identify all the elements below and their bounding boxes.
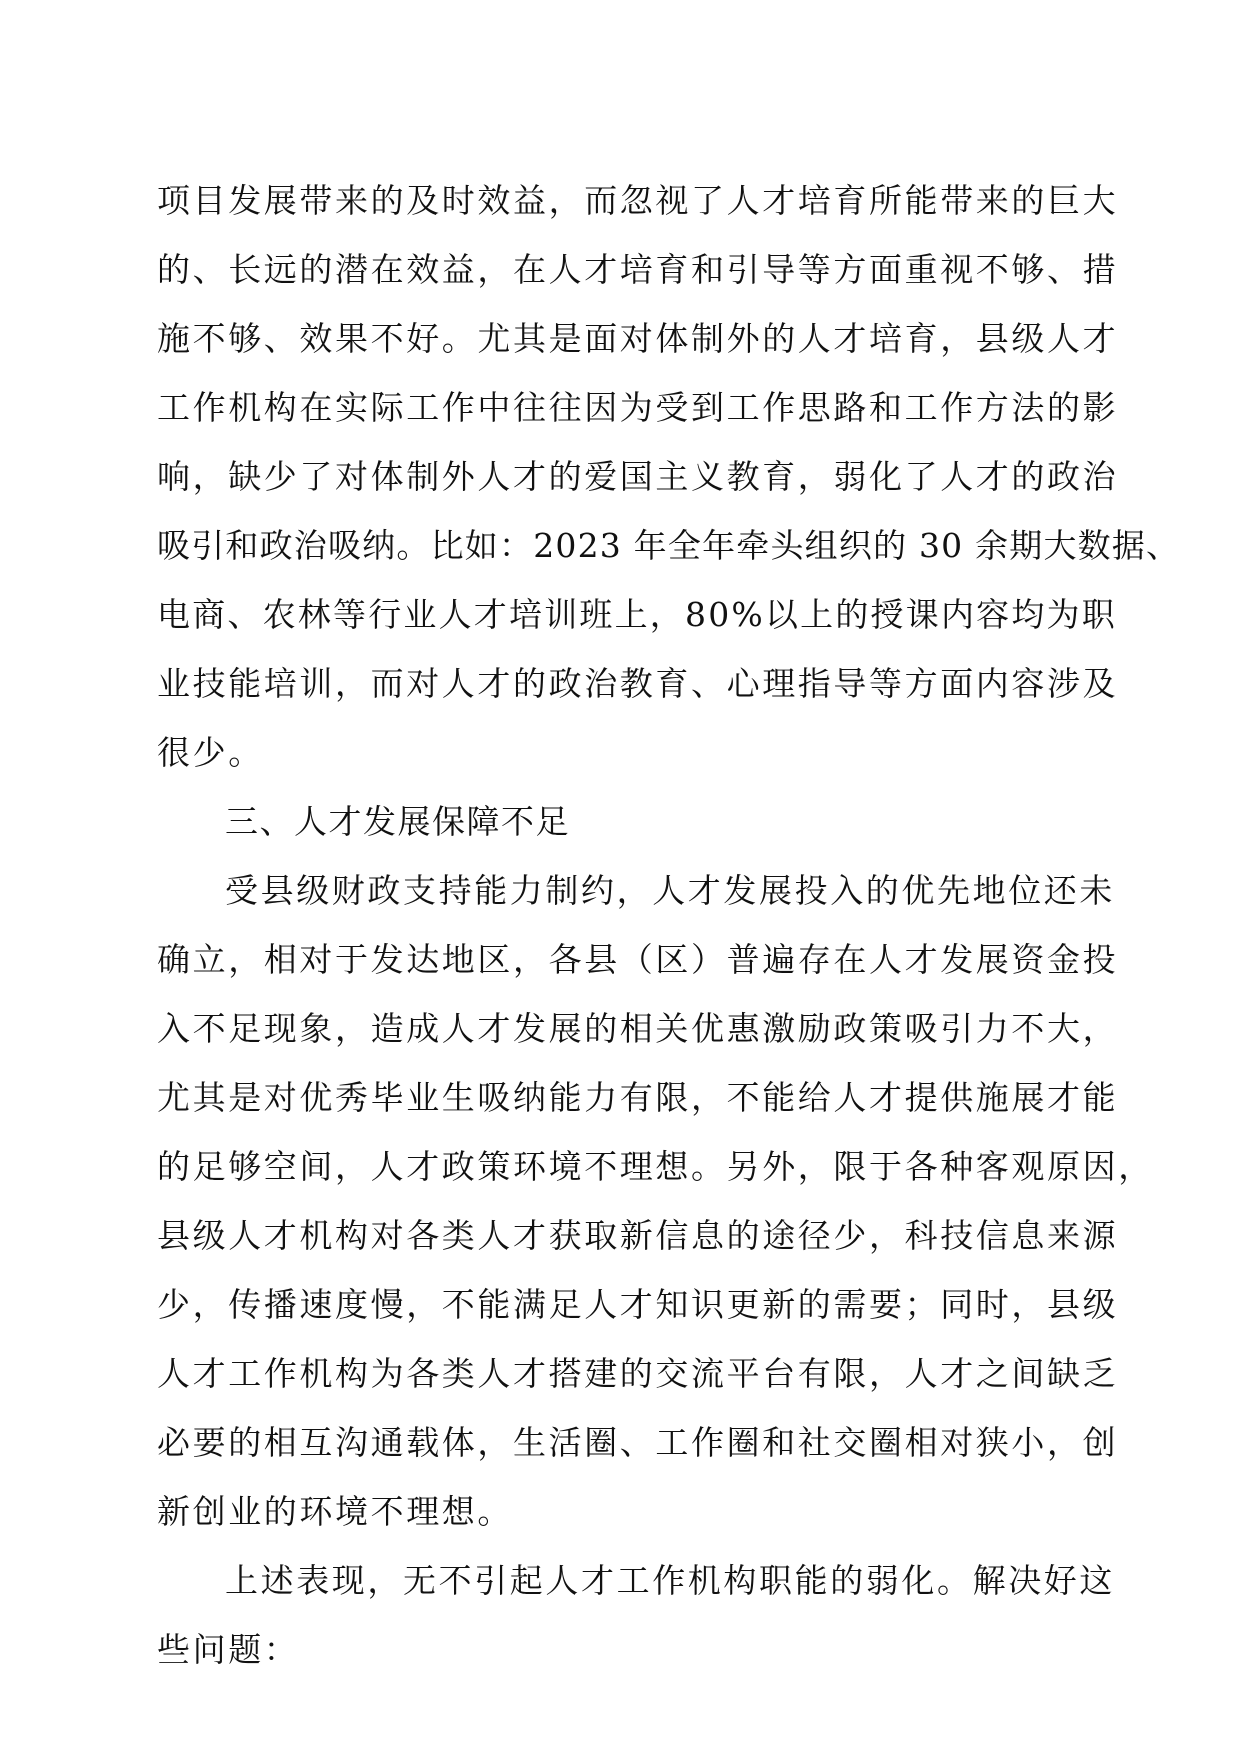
paragraph-line: 很少。	[157, 733, 264, 772]
paragraph-line: 尤其是对优秀毕业生吸纳能力有限，不能给人才提供施展才能	[157, 1078, 1119, 1117]
paragraph-line: 必要的相互沟通载体，生活圈、工作圈和社交圈相对狭小，创	[157, 1423, 1119, 1462]
paragraph-line: 施不够、效果不好。尤其是面对体制外的人才培育，县级人才	[157, 319, 1119, 358]
paragraph-line: 县级人才机构对各类人才获取新信息的途径少，科技信息来源	[157, 1216, 1119, 1255]
paragraph-line: 项目发展带来的及时效益，而忽视了人才培育所能带来的巨大	[157, 181, 1119, 220]
paragraph-line: 业技能培训，而对人才的政治教育、心理指导等方面内容涉及	[157, 664, 1119, 703]
paragraph-line: 响，缺少了对体制外人才的爱国主义教育，弱化了人才的政治	[157, 457, 1119, 496]
paragraph-line: 电商、农林等行业人才培训班上，80%以上的授课内容均为职	[157, 595, 1117, 634]
paragraph-line: 新创业的环境不理想。	[157, 1492, 513, 1531]
paragraph-line: 受县级财政支持能力制约，人才发展投入的优先地位还未	[225, 871, 1115, 910]
paragraph-line: 上述表现，无不引起人才工作机构职能的弱化。解决好这	[225, 1561, 1115, 1600]
paragraph-line: 少，传播速度慢，不能满足人才知识更新的需要；同时，县级	[157, 1285, 1119, 1324]
paragraph-line: 工作机构在实际工作中往往因为受到工作思路和工作方法的影	[157, 388, 1119, 427]
paragraph-line: 确立，相对于发达地区，各县（区）普遍存在人才发展资金投	[157, 940, 1119, 979]
paragraph-line: 的、长远的潜在效益，在人才培育和引导等方面重视不够、措	[157, 250, 1119, 289]
paragraph-line: 吸引和政治吸纳。比如：2023 年全年牵头组织的 30 余期大数据、	[157, 526, 1181, 565]
paragraph-line: 的足够空间，人才政策环境不理想。另外，限于各种客观原因，	[157, 1147, 1154, 1186]
paragraph-line: 人才工作机构为各类人才搭建的交流平台有限，人才之间缺乏	[157, 1354, 1119, 1393]
paragraph-line: 入不足现象，造成人才发展的相关优惠激励政策吸引力不大，	[157, 1009, 1119, 1048]
paragraph-line: 些问题：	[157, 1630, 300, 1669]
section-heading: 三、人才发展保障不足	[225, 802, 570, 841]
